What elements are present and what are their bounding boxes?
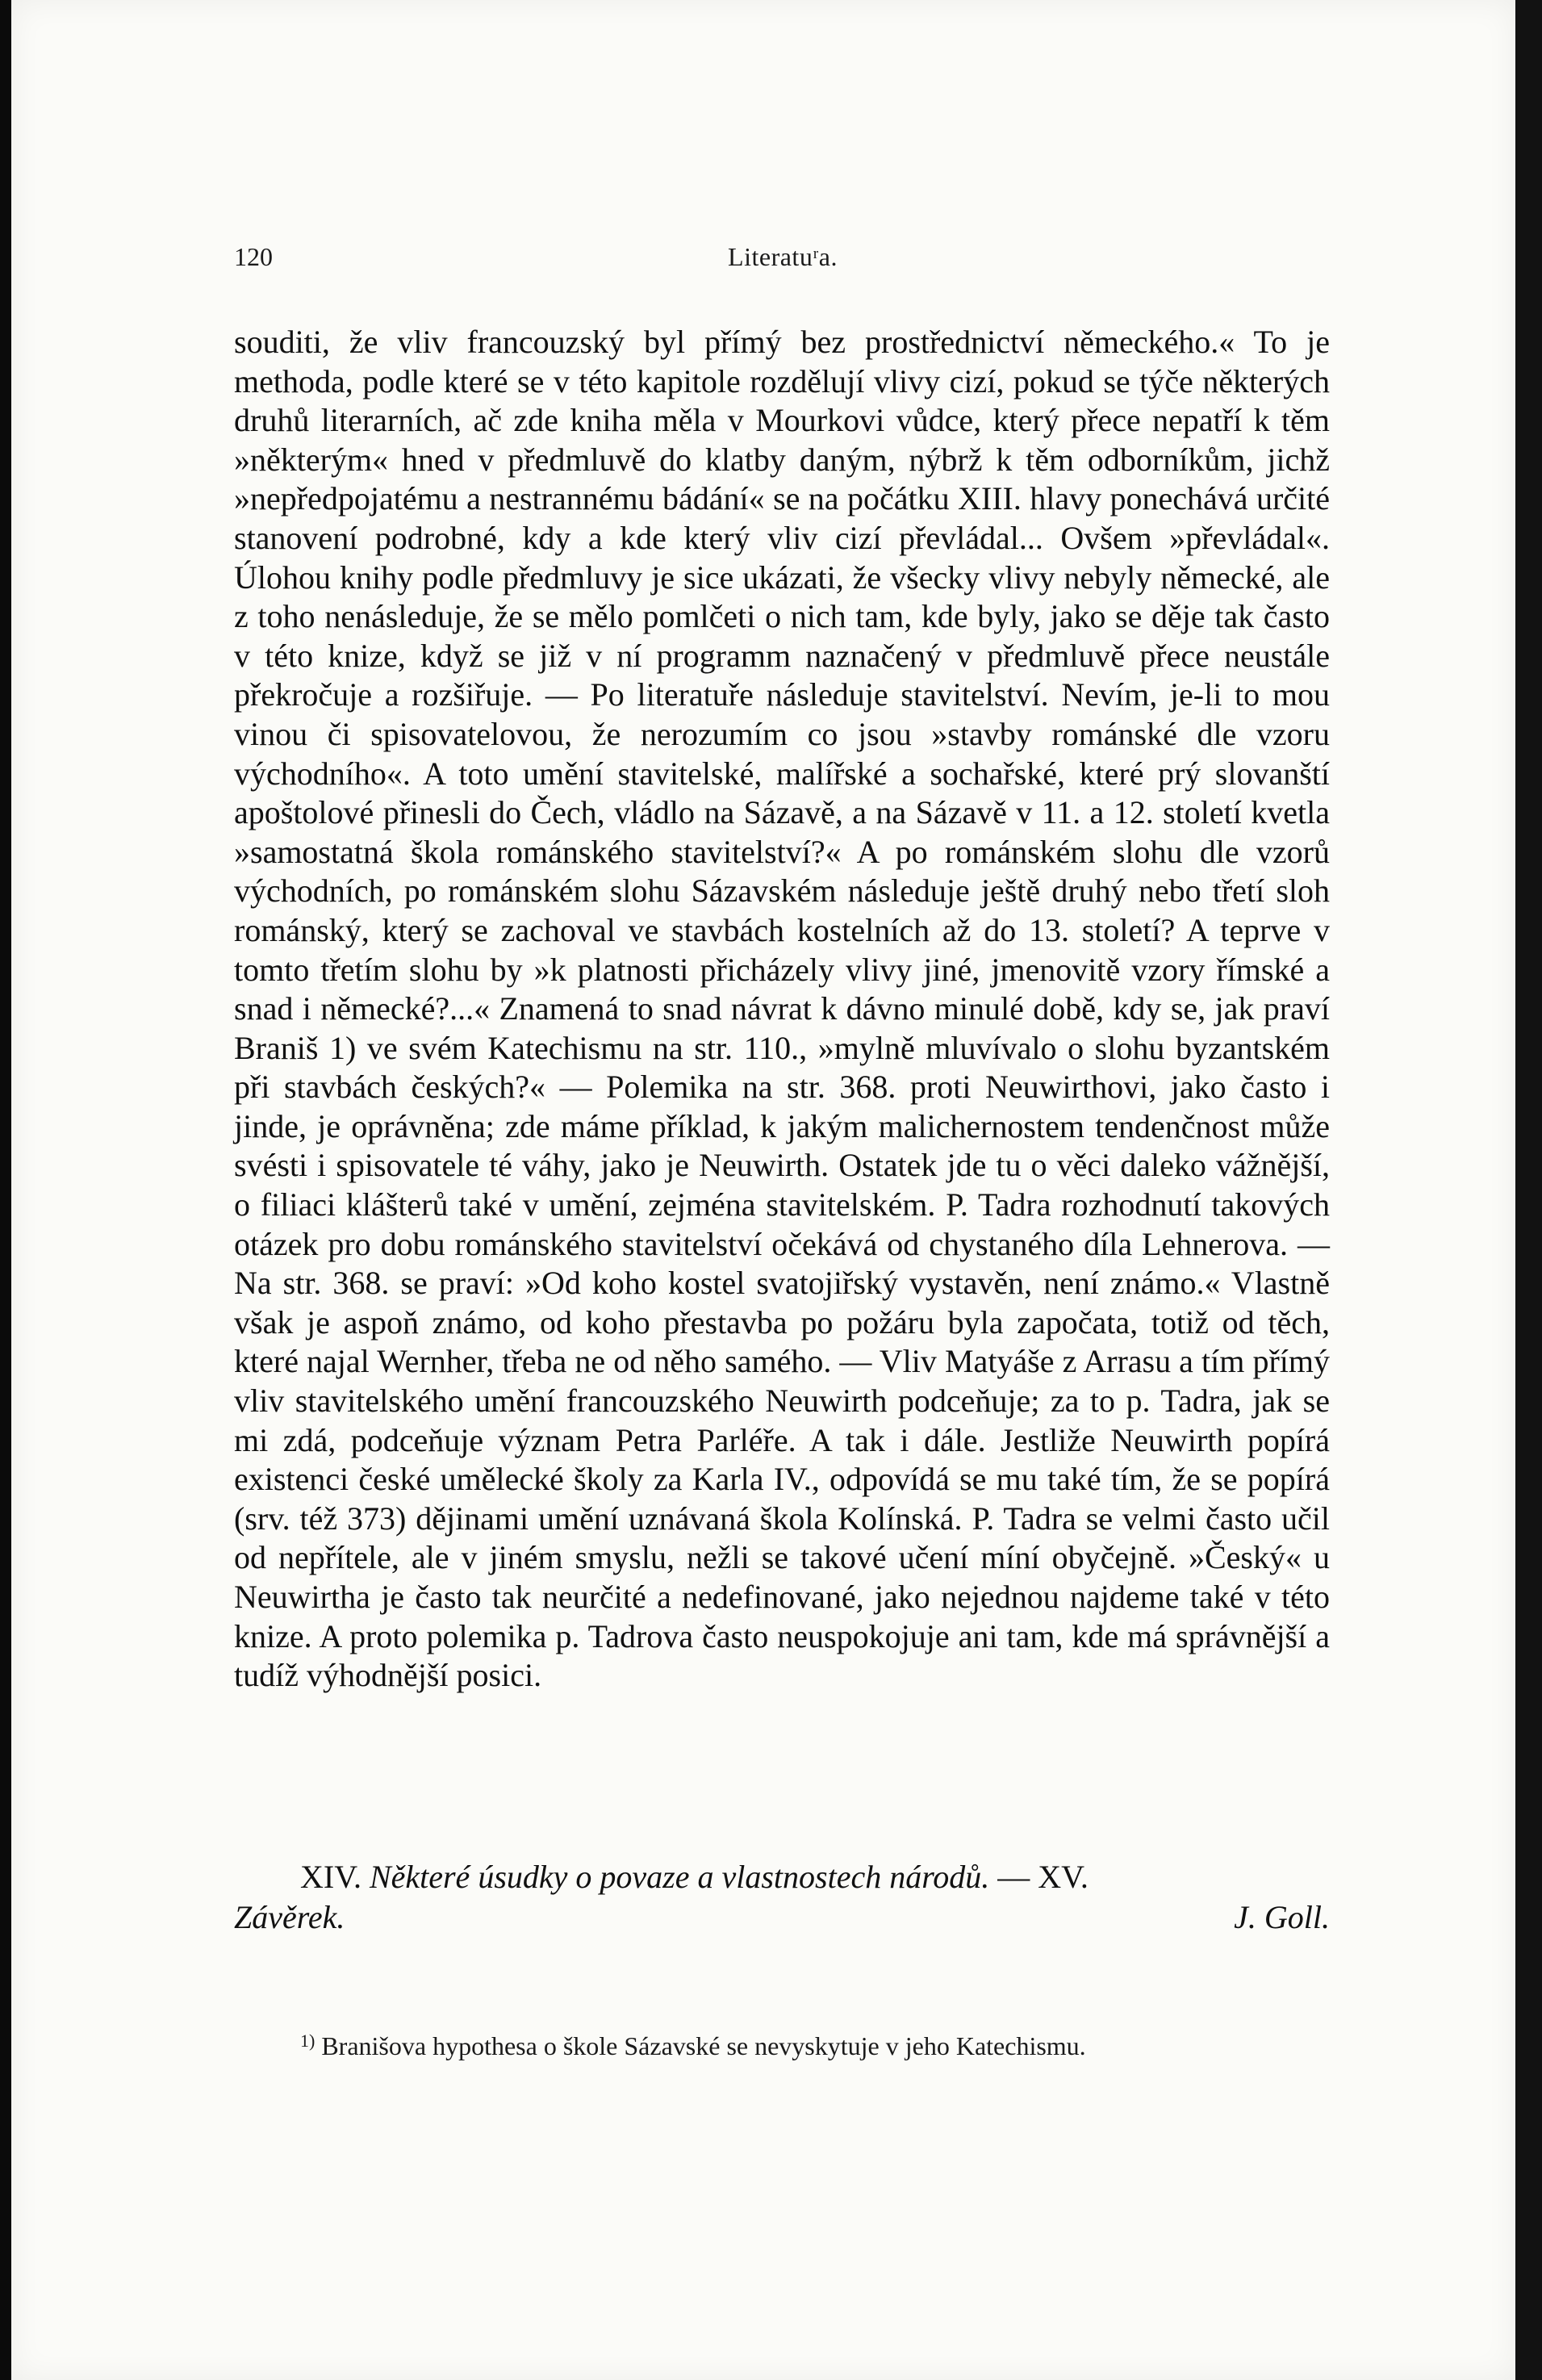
section-14-title: Některé úsudky o povaze a vlastnostech národů. xyxy=(369,1859,990,1895)
footnote-text: Branišova hypothesa o škole Sázavské se nevyskytuje v jeho Katechismu. xyxy=(321,2031,1086,2060)
section-15-number: XV. xyxy=(1038,1859,1089,1895)
section-list-line-2 xyxy=(234,1898,1330,1937)
footnote xyxy=(234,2024,1398,2063)
body-paragraph: souditi, že vliv francouzský byl přímý bez prostřednictví německého.« To je methoda, podle které se v této kapitole rozdělují vlivy cizí, pokud se týče některých druhů literarních, ač zde kniha měla v Mourkovi vůdce, který přece nepatří k těm »některým« hned v předmluvě do klatby daným, nýbrž k těm odborníkům, jichž »nepředpojatému a nestrannému bádání« se na počátku XIII. hlavy ponechává určité stanovení podrobné, kdy a kde který vliv cizí převládal... Ovšem »převládal«. Úlohou knihy podle předmluvy je sice ukázati, že všecky vlivy nebyly německé, ale z toho nenásleduje, že se mělo pomlčeti o nich tam, kde byly, jako se děje tak často v této knize, když se již v ní programm naznačený v předmluvě přece neustále překročuje a rozšiřuje. — Po literatuře následuje stavitelství. Nevím, je-li to mou vinou či spisovatelovou, že nerozumím co jsou »stavby románské dle vzoru východního«. A toto umění stavitelské, malířské a sochařské, které prý slovanští apoštolové přinesli do Čech, vládlo na Sázavě, a na Sázavě v 11. a 12. století kvetla »samostatná škola románského stavitelství?« A po románském slohu dle vzorů východních, po románském slohu Sázavském následuje ještě druhý nebo třetí sloh románský, který se zachoval ve stavbách kostelních až do 13. století? A teprve v tomto třetím slohu by »k platnosti přicházely vlivy jiné, jmenovitě vzory římské a snad i německé?...« Znamená to snad návrat k dávno minulé době, kdy se, jak praví Braniš 1) ve svém Katechismu na str. 110., »mylně mluvívalo o slohu byzantském při stavbách českých?« — Polemika na str. 368. proti Neuwirthovi, jako často i jinde, je oprávněna; zde máme příklad, k jakým malichernostem tendenčnost může svésti i spisovatele té váhy, jako je Neuwirth. Ostatek jde tu o věci daleko vážnější, o filiaci klášterů také v umění, zejména stavitelském. P. Tadra rozhodnutí takových otázek pro dobu románského stavitelství očekává od chystaného díla Lehnerova. — Na str. 368. se praví: »Od koho kostel svatojiřský vystavěn, není známo.« Vlastně však je aspoň známo, od koho přestavba po požáru byla započata, totiž od těch, které najal Wernher, třeba ne od něho samého. — Vliv Matyáše z Arrasu a tím přímý vliv stavitelského umění francouzského Neuwirth podceňuje; za to p. Tadra, jak se mi zdá, podceňuje význam Petra Parléře. A tak i dále. Jestliže Neuwirth popírá existenci české umělecké školy za Karla IV., odpovídá se mu také tím, že se popírá (srv. též 373) dějinami umění uznávaná škola Kolínská. P. Tadra se velmi často učil od nepřítele, ale v jiném smyslu, nežli se takové učení míní obyčejně. »Český« u Neuwirtha je často tak neurčité a nedefinované, jako nejednou najdeme také v této knize. A proto polemika p. Tadrova často neuspokojuje ani tam, kde má správnější a tudíž výhodnější posici. xyxy=(234,324,1330,1694)
section-dash: — xyxy=(997,1859,1030,1895)
section-15-title: Závěrek. xyxy=(234,1899,345,1935)
author-signature: J. Goll. xyxy=(1234,1899,1330,1935)
section-14-number: XIV. xyxy=(300,1859,361,1895)
running-title: Literatuʳa. xyxy=(728,242,838,271)
scan-edge xyxy=(1515,0,1542,2380)
footnote-mark: 1) xyxy=(300,2031,316,2051)
section-list-line-1 xyxy=(234,1858,1396,1897)
page-number: 120 xyxy=(234,242,273,271)
main-text xyxy=(234,323,1330,1696)
page-header xyxy=(234,242,1331,282)
